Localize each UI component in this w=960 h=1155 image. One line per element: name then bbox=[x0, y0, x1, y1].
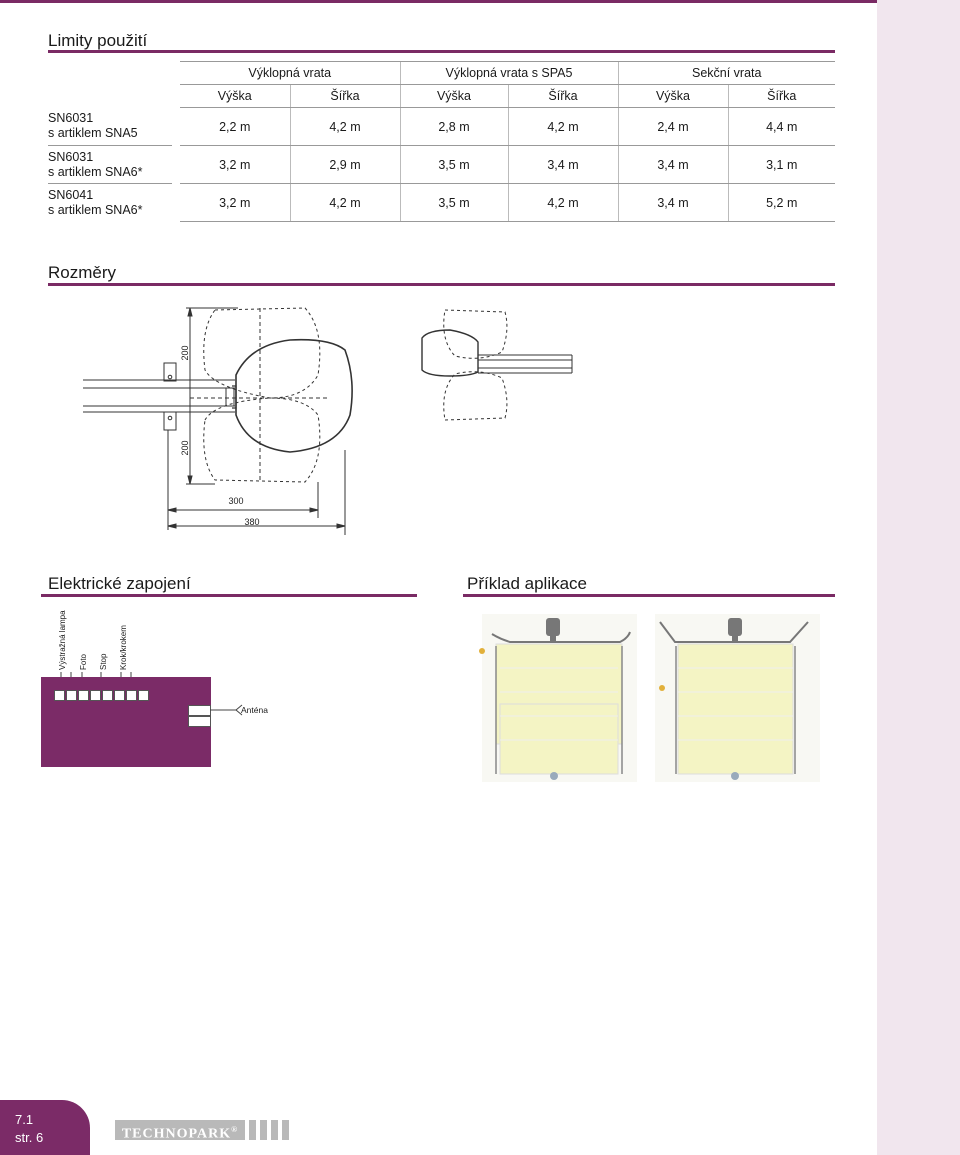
right-side-band bbox=[877, 0, 960, 1155]
col-header: Výška bbox=[180, 85, 290, 108]
col-header: Výška bbox=[400, 85, 508, 108]
table-cell: 2,4 m bbox=[618, 108, 728, 146]
group-header-sekcni: Sekční vrata bbox=[618, 62, 835, 85]
table-cell: 3,5 m bbox=[400, 184, 508, 222]
table-cell: 3,2 m bbox=[180, 184, 290, 222]
table-cell: 4,2 m bbox=[508, 108, 618, 146]
door-example-left bbox=[479, 614, 637, 782]
table-cell: 2,9 m bbox=[290, 146, 400, 184]
antenna-label: Anténa bbox=[241, 705, 268, 715]
antenna-terminal bbox=[188, 716, 211, 727]
dim-label-300: 300 bbox=[228, 496, 244, 506]
table-cell: 2,8 m bbox=[400, 108, 508, 146]
terminal-label-photo: Foto bbox=[79, 653, 88, 670]
brand-name: TECHNOPARK bbox=[121, 1126, 232, 1142]
terminal-label-lamp: Výstražná lampa bbox=[58, 610, 67, 670]
terminal bbox=[54, 690, 65, 701]
group-header-vyklopna-spa5: Výklopná vrata s SPA5 bbox=[400, 62, 618, 85]
terminal bbox=[126, 690, 137, 701]
dimensions-title: Rozměry bbox=[48, 263, 117, 282]
terminal bbox=[102, 690, 113, 701]
col-header: Šířka bbox=[290, 85, 400, 108]
table-cell: 3,1 m bbox=[728, 146, 835, 184]
table-row bbox=[48, 146, 835, 184]
col-header: Šířka bbox=[728, 85, 835, 108]
table-cell: 5,2 m bbox=[728, 184, 835, 222]
terminal bbox=[114, 690, 125, 701]
table-cell: 4,2 m bbox=[290, 184, 400, 222]
brand-bars bbox=[249, 1120, 293, 1140]
row-label: SN6031 s artiklem SNA6* bbox=[48, 146, 172, 184]
terminal bbox=[138, 690, 149, 701]
table-cell: 3,4 m bbox=[508, 146, 618, 184]
section-number: 7.1 bbox=[15, 1112, 34, 1127]
col-header: Šířka bbox=[508, 85, 618, 108]
terminal bbox=[66, 690, 77, 701]
table-row bbox=[48, 108, 835, 146]
footer-page-tab bbox=[0, 1100, 90, 1155]
table-cell: 4,2 m bbox=[508, 184, 618, 222]
dim-label-200-top: 200 bbox=[180, 345, 190, 361]
terminal bbox=[78, 690, 89, 701]
terminal bbox=[90, 690, 101, 701]
col-header: Výška bbox=[618, 85, 728, 108]
application-illustration bbox=[470, 606, 830, 786]
electrical-title-rule bbox=[41, 594, 417, 597]
table-cell: 3,4 m bbox=[618, 146, 728, 184]
dim-label-380: 380 bbox=[244, 517, 260, 527]
brand-mark: ® bbox=[231, 1125, 239, 1134]
terminal-label-stop: Stop bbox=[99, 653, 108, 670]
table-cell: 4,2 m bbox=[290, 108, 400, 146]
table-cell: 2,2 m bbox=[180, 108, 290, 146]
row-label: SN6041 s artiklem SNA6* bbox=[48, 187, 143, 217]
door-example-right bbox=[655, 614, 820, 782]
limits-title: Limity použití bbox=[48, 31, 148, 50]
group-header-vyklopna: Výklopná vrata bbox=[180, 62, 400, 85]
antenna-terminal bbox=[188, 705, 211, 716]
page-number: str. 6 bbox=[15, 1130, 44, 1145]
limits-table bbox=[48, 61, 835, 222]
application-title: Příklad aplikace bbox=[467, 574, 588, 593]
brand-logo bbox=[115, 1120, 245, 1140]
application-title-rule bbox=[463, 594, 835, 597]
table-cell: 4,4 m bbox=[728, 108, 835, 146]
dim-label-200-bottom: 200 bbox=[180, 440, 190, 456]
terminal-strip bbox=[54, 690, 150, 701]
table-cell: 3,5 m bbox=[400, 146, 508, 184]
table-cell: 3,4 m bbox=[618, 184, 728, 222]
top-accent-line bbox=[0, 0, 960, 3]
electrical-title: Elektrické zapojení bbox=[48, 574, 191, 593]
terminal-label-step: Krok/krokem bbox=[119, 625, 128, 670]
table-row bbox=[48, 184, 835, 222]
dimensions-title-rule bbox=[48, 283, 835, 286]
dimension-drawing bbox=[0, 290, 600, 540]
row-label: SN6031 s artiklem SNA5 bbox=[48, 108, 172, 146]
table-cell: 3,2 m bbox=[180, 146, 290, 184]
limits-title-rule bbox=[48, 50, 835, 53]
